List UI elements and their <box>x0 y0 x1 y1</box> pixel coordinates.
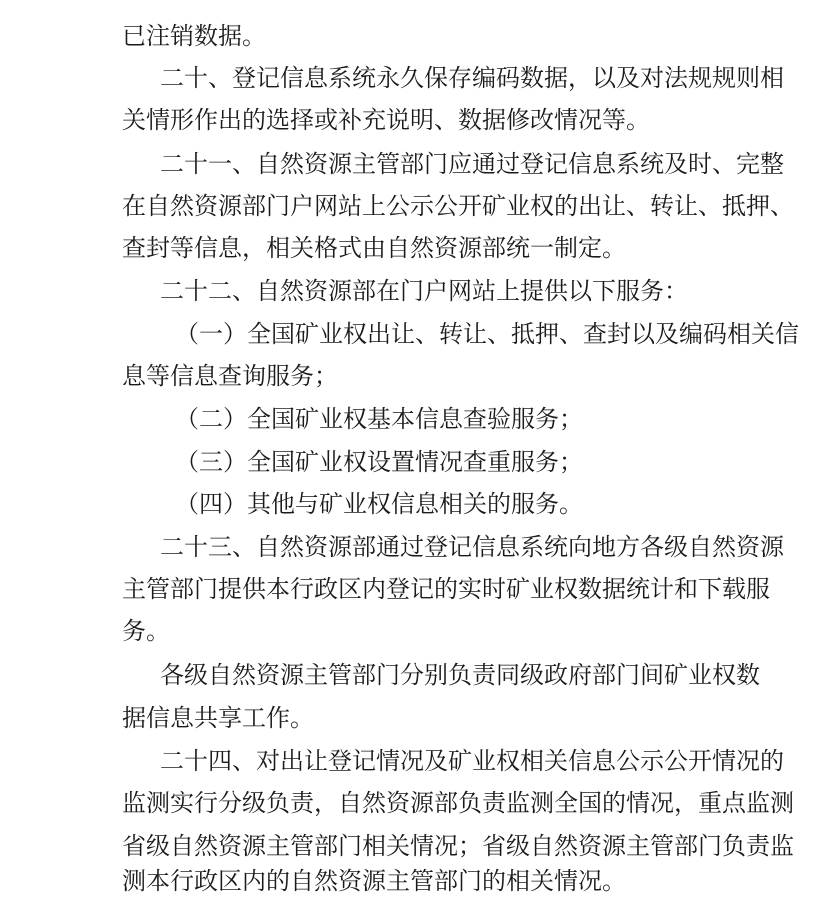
text-line: 已注销数据。 <box>122 22 266 50</box>
text-line: 关情形作出的选择或补充说明、数据修改情况等。 <box>122 106 650 134</box>
text-line: 主管部门提供本行政区内登记的实时矿业权数据统计和下载服 <box>122 575 770 603</box>
text-line: 各级自然资源主管部门分别负责同级政府部门间矿业权数 <box>160 661 760 689</box>
text-line: 务。 <box>122 617 170 645</box>
text-line: 息等信息查询服务； <box>122 362 338 390</box>
text-line: 监测实行分级负责，自然资源部负责监测全国的情况，重点监测 <box>122 789 794 817</box>
text-line: （四）其他与矿业权信息相关的服务。 <box>175 490 583 518</box>
text-line: （二）全国矿业权基本信息查验服务； <box>175 405 583 433</box>
text-line: 省级自然资源主管部门相关情况；省级自然资源主管部门负责监 <box>122 832 794 860</box>
text-line: （一）全国矿业权出让、转让、抵押、查封以及编码相关信 <box>175 320 799 348</box>
text-line: （三）全国矿业权设置情况查重服务； <box>175 448 583 476</box>
text-line: 二十四、对出让登记情况及矿业权相关信息公示公开情况的 <box>160 747 784 775</box>
text-line: 据信息共享工作。 <box>122 704 314 732</box>
text-line: 在自然资源部门户网站上公示公开矿业权的出让、转让、抵押、 <box>122 192 794 220</box>
text-line: 二十一、自然资源主管部门应通过登记信息系统及时、完整 <box>160 150 784 178</box>
text-line: 二十三、自然资源部通过登记信息系统向地方各级自然资源 <box>160 533 784 561</box>
text-line: 查封等信息，相关格式由自然资源部统一制定。 <box>122 234 626 262</box>
text-line: 二十、登记信息系统永久保存编码数据，以及对法规规则相 <box>160 64 784 92</box>
text-line: 测本行政区内的自然资源主管部门的相关情况。 <box>122 867 626 895</box>
text-line: 二十二、自然资源部在门户网站上提供以下服务： <box>160 277 688 305</box>
